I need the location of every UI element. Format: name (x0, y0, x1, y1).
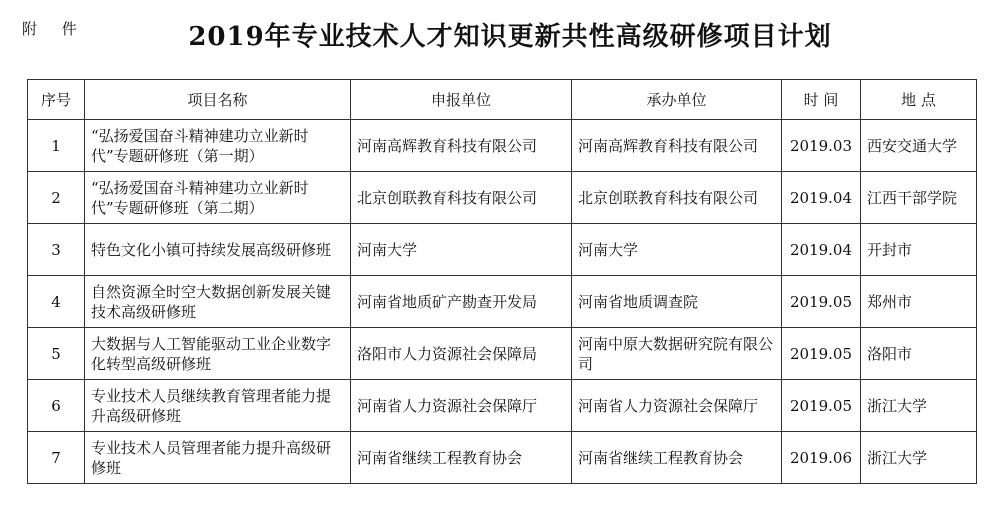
cell-no: 5 (28, 328, 85, 380)
cell-project-name: 自然资源全时空大数据创新发展关键技术高级研修班 (85, 276, 351, 328)
cell-project-name: “弘扬爱国奋斗精神建功立业新时代”专题研修班（第二期） (85, 172, 351, 224)
cell-date: 2019.05 (782, 380, 861, 432)
plan-table (27, 79, 977, 484)
cell-no: 6 (28, 380, 85, 432)
cell-organizer: 河南中原大数据研究院有限公司 (572, 328, 782, 380)
cell-place: 江西干部学院 (861, 172, 977, 224)
cell-organizer: 河南省人力资源社会保障厅 (572, 380, 782, 432)
cell-date: 2019.04 (782, 224, 861, 276)
cell-no: 2 (28, 172, 85, 224)
table-row (28, 432, 977, 484)
cell-applicant: 河南省继续工程教育协会 (351, 432, 572, 484)
column-header-organizer: 承办单位 (572, 80, 782, 120)
table-header-row (28, 80, 977, 120)
cell-project-name: 大数据与人工智能驱动工业企业数字化转型高级研修班 (85, 328, 351, 380)
table-row (28, 172, 977, 224)
cell-applicant: 北京创联教育科技有限公司 (351, 172, 572, 224)
cell-project-name: 专业技术人员继续教育管理者能力提升高级研修班 (85, 380, 351, 432)
cell-no: 1 (28, 120, 85, 172)
cell-applicant: 河南省人力资源社会保障厅 (351, 380, 572, 432)
column-header-place: 地 点 (861, 80, 977, 120)
column-header-date: 时 间 (782, 80, 861, 120)
cell-no: 4 (28, 276, 85, 328)
cell-place: 西安交通大学 (861, 120, 977, 172)
cell-applicant: 河南大学 (351, 224, 572, 276)
cell-date: 2019.06 (782, 432, 861, 484)
table-row (28, 224, 977, 276)
cell-date: 2019.03 (782, 120, 861, 172)
column-header-no: 序号 (28, 80, 85, 120)
table-row (28, 380, 977, 432)
cell-date: 2019.05 (782, 328, 861, 380)
cell-project-name: “弘扬爱国奋斗精神建功立业新时代”专题研修班（第一期） (85, 120, 351, 172)
cell-place: 开封市 (861, 224, 977, 276)
cell-applicant: 洛阳市人力资源社会保障局 (351, 328, 572, 380)
column-header-applicant: 申报单位 (351, 80, 572, 120)
cell-place: 浙江大学 (861, 380, 977, 432)
cell-no: 3 (28, 224, 85, 276)
table-row (28, 276, 977, 328)
cell-organizer: 河南省地质调查院 (572, 276, 782, 328)
cell-applicant: 河南高辉教育科技有限公司 (351, 120, 572, 172)
table-row (28, 328, 977, 380)
cell-no: 7 (28, 432, 85, 484)
cell-place: 郑州市 (861, 276, 977, 328)
cell-place: 浙江大学 (861, 432, 977, 484)
attachment-label: 附 件 (22, 20, 87, 38)
table-row (28, 120, 977, 172)
document-title: 2019年专业技术人才知识更新共性高级研修项目计划 (188, 22, 832, 52)
cell-organizer: 北京创联教育科技有限公司 (572, 172, 782, 224)
cell-applicant: 河南省地质矿产勘查开发局 (351, 276, 572, 328)
cell-organizer: 河南大学 (572, 224, 782, 276)
cell-organizer: 河南高辉教育科技有限公司 (572, 120, 782, 172)
cell-date: 2019.05 (782, 276, 861, 328)
cell-date: 2019.04 (782, 172, 861, 224)
column-header-name: 项目名称 (85, 80, 351, 120)
cell-place: 洛阳市 (861, 328, 977, 380)
cell-organizer: 河南省继续工程教育协会 (572, 432, 782, 484)
cell-project-name: 特色文化小镇可持续发展高级研修班 (85, 224, 351, 276)
cell-project-name: 专业技术人员管理者能力提升高级研修班 (85, 432, 351, 484)
